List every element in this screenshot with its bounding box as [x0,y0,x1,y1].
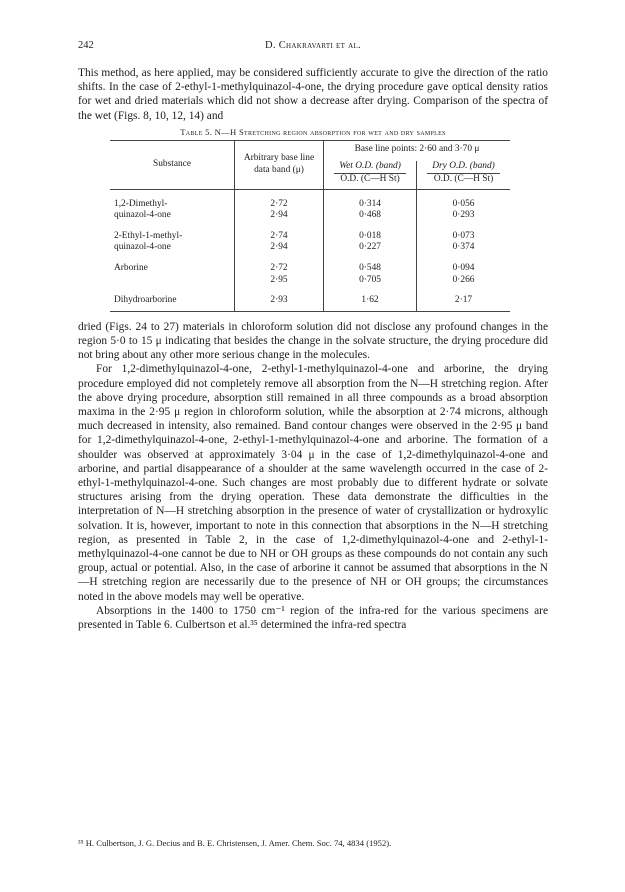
substance-name: 2-Ethyl-1-methyl- [114,230,183,241]
wet-value: 0·018 [324,231,417,243]
table-row [110,275,510,287]
wet-value: 0·468 [324,210,417,222]
wet-od-label: Wet O.D. (band) [334,161,406,174]
table-row [110,231,510,243]
table-row [110,199,510,211]
page-number: 242 [78,40,94,51]
substance-name: Arborine [114,262,148,273]
dry-value: 0·073 [417,231,510,243]
band-value: 2·94 [235,210,324,222]
wet-ch-label: O.D. (C—H St) [340,174,400,184]
substance-name: Dihydroarborine [114,295,177,306]
band-value: 2·72 [235,199,324,211]
paragraph-after-table: dried (Figs. 24 to 27) materials in chloroform solution did not disclose any profound changes in the region 5·0 to 15 μ indicating that besides the change in the solvate structure, the drying procedure did not bring about any other more serious change in the molecules. [78,320,548,362]
col-header-wet [324,161,417,189]
wet-value: 0·227 [324,242,417,254]
band-value: 2·95 [235,275,324,287]
dry-ch-label: O.D. (C—H St) [433,174,494,184]
dry-value: 0·293 [417,210,510,222]
table-row [110,295,510,311]
paragraph-discussion: For 1,2-dimethylquinazol-4-one, 2-ethyl-1-methylquinazol-4-one and arborine, the drying procedure employed did not completely remove all absorption from the N—H stretching region. After the above drying procedure, absorption still remained in all three compounds as a broad absorption maxima in the 2·95 μ region in chloroform solution, while the absorption at 2·74 microns, although much decreased in intensity, also remained. Band contour changes were observed in the 2·95 μ band for 1,2-dimethylquinazol-4-one, 2-ethyl-1-methylquinazol-4-one and arborine. The formation of a shoulder was observed at approximately 3·04 μ in the case of 1,2-dimethylquinazol-4-one and arborine, and partial disappearance of a shoulder at the same wavelength occurred in the case of 2-ethyl-1-methylquinazol-4-one. Such changes are most probably due to different hydrate or solvate structures arising from the drying operation. These data demonstrate the difficulties in the interpretation of N—H stretching absorption in the presence of water of crystallization or hydroxylic solvation. It is, however, important to note in this connection that absorptions in the N—H stretching region, as presented in Table 2, in the case of 1,2-dimethylquinazol-4-one and 2-ethyl-1-methylquinazol-4-one cannot be due to NH or OH groups as these compounds do not contain any such group, actual or potential. Also, in the case of arborine it cannot be assumed that absorptions in the N—H stretching region are necessarily due to the presence of NH or OH groups; the circumstances noted in the above models may well be operative. [78,363,548,603]
paragraph-intro: This method, as here applied, may be considered sufficiently accurate to give the direction of the ratio shifts. In the case of 2-ethyl-1-methylquinazol-4-one, the drying procedure gave optical density ratios for wet and dried materials which did not show a decrease after drying. Comparison of the spectra of the wet (Figs. 8, 10, 12, 14) and [78,67,548,122]
dry-od-label: Dry O.D. (band) [427,161,500,174]
table-row [110,263,510,275]
band-value: 2·93 [235,295,324,311]
col-header-baseline: Base line points: 2·60 and 3·70 μ [324,140,511,161]
wet-value: 0·705 [324,275,417,287]
col-header-substance: Substance [110,140,235,189]
running-title: D. Chakravarti et al. [265,40,361,51]
band-value: 2·72 [235,263,324,275]
footnote: ³⁵ H. Culbertson, J. G. Decius and B. E. Christensen, J. Amer. Chem. Soc. 74, 4834 (1952). [78,838,392,848]
substance-name: quinazol-4-one [114,242,171,253]
dry-value: 0·094 [417,263,510,275]
dry-value: 0·374 [417,242,510,254]
running-header [78,40,548,58]
substance-name: quinazol-4-one [114,210,171,221]
dry-value: 2·17 [417,295,510,311]
band-value: 2·74 [235,231,324,243]
table-row [110,210,510,222]
col-header-band: Arbitrary base line data band (μ) [235,140,324,189]
dry-value: 0·056 [417,199,510,211]
wet-value: 0·548 [324,263,417,275]
paragraph-absorptions: Absorptions in the 1400 to 1750 cm⁻¹ region of the infra-red for the various specimens are presented in Table 6. Culbertson et al.³⁵ determined the infra-red spectra [78,604,548,632]
dry-value: 0·266 [417,275,510,287]
table-row [110,242,510,254]
data-table [110,140,510,312]
wet-value: 0·314 [324,199,417,211]
wet-value: 1·62 [324,295,417,311]
substance-name: 1,2-Dimethyl- [114,198,168,209]
table-caption: Table 5. N—H Stretching region absorption for wet and dry samples [180,126,446,137]
journal-page [78,40,548,848]
band-value: 2·94 [235,242,324,254]
col-header-dry [417,161,510,189]
